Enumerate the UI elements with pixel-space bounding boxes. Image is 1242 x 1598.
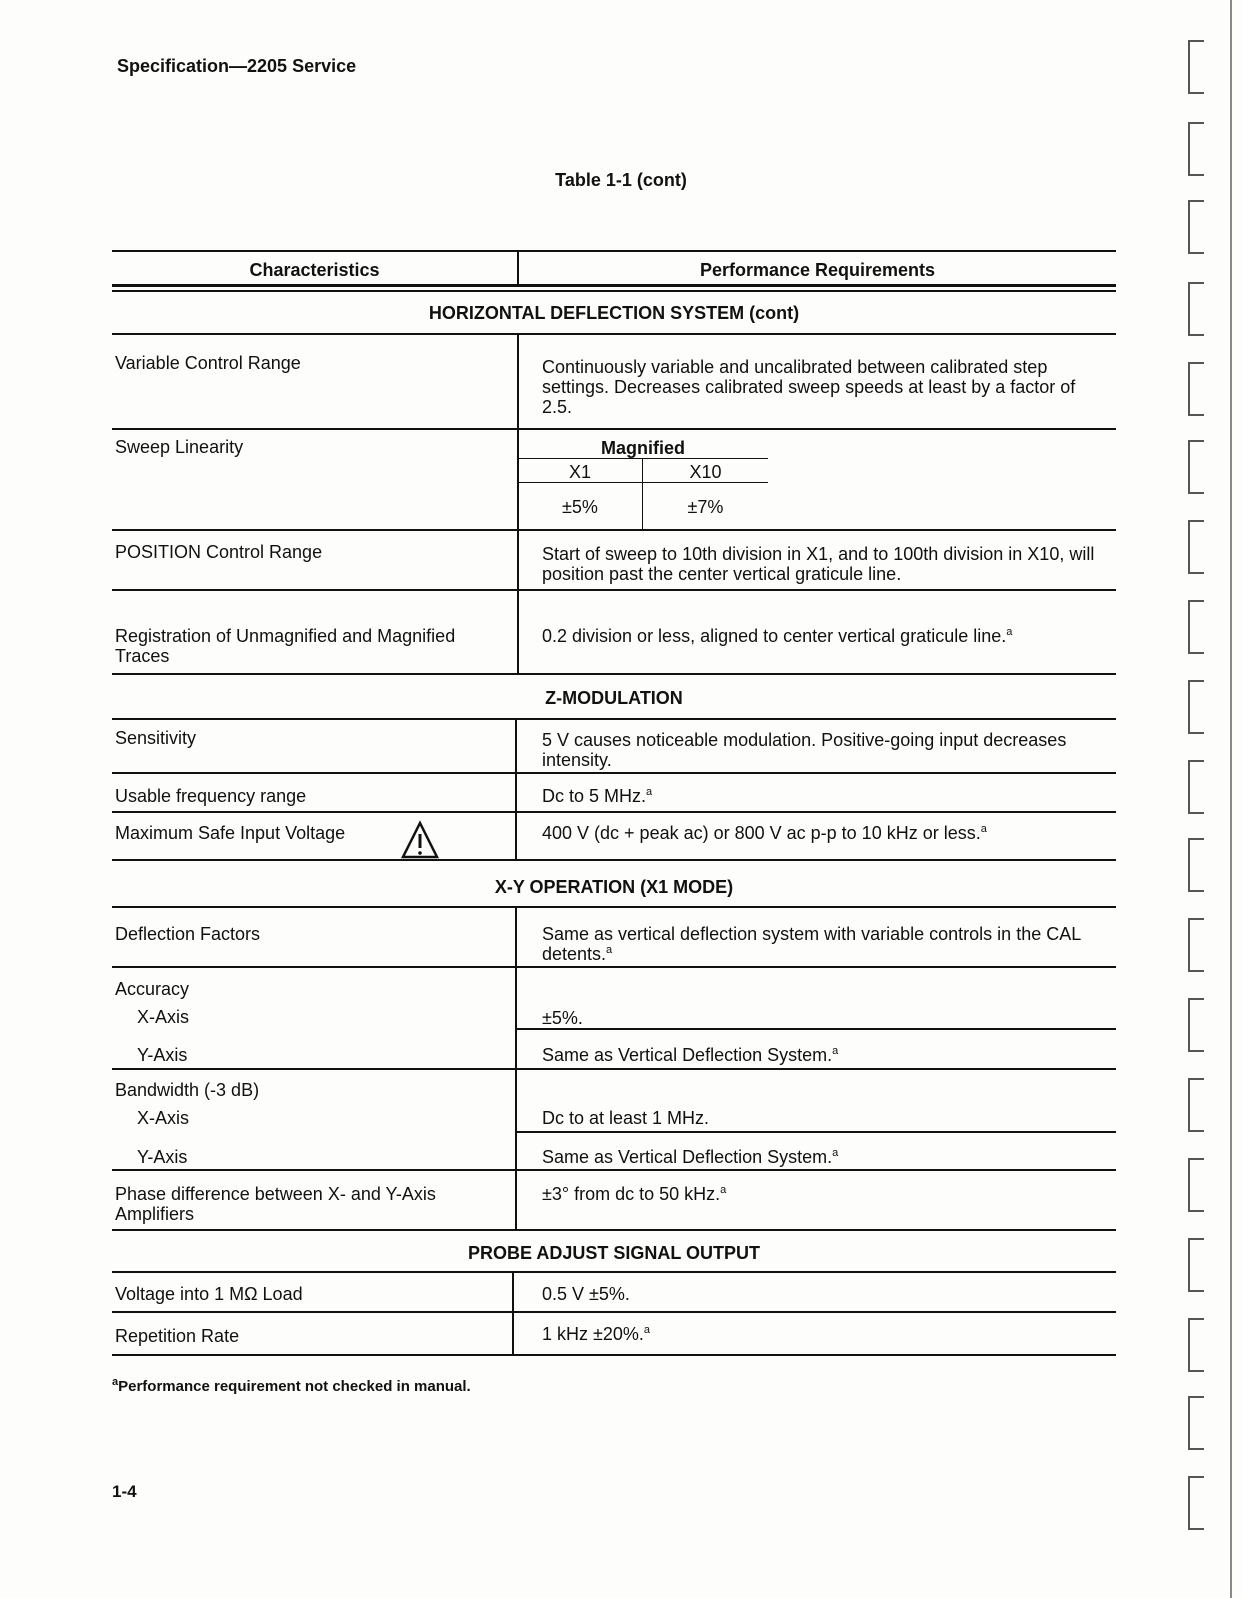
rule	[112, 1169, 1116, 1171]
binder-mark	[1188, 362, 1204, 416]
column-header-characteristics: Characteristics	[249, 260, 380, 280]
rule	[112, 673, 1116, 675]
position-control-range-value: Start of sweep to 10th division in X1, and to 100th division in X10, will position past the center vertical graticule line.	[542, 544, 1095, 584]
x10-value: ±7%	[687, 497, 724, 517]
usable-frequency-label: Usable frequency range	[115, 786, 307, 806]
binder-mark	[1188, 600, 1204, 654]
binder-mark	[1188, 918, 1204, 972]
repetition-rate-value: 1 kHz ±20%.$^a$	[542, 1324, 651, 1344]
column-divider	[512, 1271, 514, 1356]
binder-mark	[1188, 680, 1204, 734]
page-edge	[1230, 0, 1232, 1598]
max-safe-voltage-label: Maximum Safe Input Voltage	[115, 823, 346, 843]
section-probe-adjust: PROBE ADJUST SIGNAL OUTPUT	[467, 1243, 761, 1263]
page-header: Specification—2205 Service	[117, 56, 357, 76]
binder-mark	[1188, 838, 1204, 892]
binder-mark	[1188, 122, 1204, 176]
accuracy-x-axis-value: ±5%.	[542, 1008, 583, 1028]
binder-mark	[1188, 1318, 1204, 1372]
rule	[112, 1229, 1116, 1231]
variable-control-range-label: Variable Control Range	[115, 353, 301, 373]
max-safe-voltage-value: 400 V (dc + peak ac) or 800 V ac p-p to 10 kHz or less.$^a$	[542, 823, 987, 843]
accuracy-y-axis-value: Same as Vertical Deflection System.$^a$	[542, 1045, 839, 1065]
rule	[515, 1028, 1116, 1030]
rule	[112, 966, 1116, 968]
binder-mark	[1188, 440, 1204, 494]
rule	[112, 1354, 1116, 1356]
binder-mark	[1188, 282, 1204, 336]
bandwidth-x-axis-label: X-Axis	[137, 1108, 190, 1128]
column-divider	[515, 718, 517, 860]
sweep-linearity-label: Sweep Linearity	[115, 437, 244, 457]
binder-mark	[1188, 998, 1204, 1052]
section-z-modulation: Z-MODULATION	[545, 688, 683, 708]
bandwidth-y-axis-value: Same as Vertical Deflection System.$^a$	[542, 1147, 839, 1167]
sensitivity-label: Sensitivity	[115, 728, 197, 748]
position-control-range-label: POSITION Control Range	[115, 542, 323, 562]
voltage-load-label: Voltage into 1 MΩ Load	[115, 1284, 303, 1304]
rule	[112, 811, 1116, 813]
rule	[112, 290, 1116, 292]
rule	[112, 284, 1116, 287]
deflection-factors-value: Same as vertical deflection system with variable controls in the CAL detents.$^a$	[542, 924, 1081, 964]
rule	[112, 1311, 1116, 1313]
accuracy-y-axis-label: Y-Axis	[137, 1045, 188, 1065]
x1-value: ±5%	[562, 497, 598, 517]
binder-mark	[1188, 200, 1204, 254]
rule	[112, 1068, 1116, 1070]
column-header-performance: Performance Requirements	[699, 260, 936, 280]
variable-control-range-value: Continuously variable and uncalibrated between calibrated step settings. Decreases calibrated sweep speeds at least by a factor of 2.5.	[542, 357, 1076, 417]
rule	[112, 250, 1116, 252]
phase-difference-value: ±3° from dc to 50 kHz.$^a$	[542, 1184, 727, 1204]
rule	[517, 250, 519, 286]
binder-mark	[1188, 1476, 1204, 1530]
rule	[112, 589, 1116, 591]
registration-value: 0.2 division or less, aligned to center vertical graticule line.$^a$	[542, 626, 1013, 646]
sensitivity-value: 5 V causes noticeable modulation. Positive-going input decreases intensity.	[542, 730, 1067, 770]
binder-mark	[1188, 760, 1204, 814]
x1-column: X1	[568, 462, 592, 482]
page-number: 1-4	[112, 1482, 137, 1501]
registration-label: Registration of Unmagnified and Magnified Traces	[115, 626, 456, 666]
binder-mark	[1188, 40, 1204, 94]
rule	[515, 1131, 1116, 1133]
accuracy-x-axis-label: X-Axis	[137, 1007, 190, 1027]
bandwidth-label: Bandwidth (-3 dB)	[115, 1080, 260, 1100]
binder-mark	[1188, 1078, 1204, 1132]
binder-mark	[1188, 1396, 1204, 1450]
bandwidth-y-axis-label: Y-Axis	[137, 1147, 188, 1167]
phase-difference-label: Phase difference between X- and Y-Axis Amplifiers	[115, 1184, 436, 1224]
bandwidth-x-axis-value: Dc to at least 1 MHz.	[542, 1108, 710, 1128]
rule	[112, 859, 1116, 861]
usable-frequency-value: Dc to 5 MHz.$^a$	[542, 786, 653, 806]
accuracy-label: Accuracy	[115, 979, 190, 999]
table-title: Table 1-1 (cont)	[555, 170, 687, 190]
warning-triangle-icon	[400, 820, 440, 860]
rule	[112, 333, 1116, 335]
rule	[112, 1271, 1116, 1273]
rule	[112, 428, 1116, 430]
rule	[112, 772, 1116, 774]
section-xy-operation: X-Y OPERATION (X1 MODE)	[494, 877, 734, 897]
binder-mark	[1188, 520, 1204, 574]
section-horizontal-deflection: HORIZONTAL DEFLECTION SYSTEM (cont)	[428, 303, 800, 323]
voltage-load-value: 0.5 V ±5%.	[542, 1284, 630, 1304]
magnified-subheader: Magnified	[601, 438, 685, 458]
binder-mark	[1188, 1238, 1204, 1292]
rule	[642, 459, 643, 529]
rule	[112, 529, 1116, 531]
footnote: $^a$Performance requirement not checked in manual.	[112, 1376, 471, 1395]
binder-mark	[1188, 1158, 1204, 1212]
x10-column: X10	[689, 462, 722, 482]
repetition-rate-label: Repetition Rate	[115, 1326, 240, 1346]
rule	[112, 718, 1116, 720]
rule	[112, 906, 1116, 908]
deflection-factors-label: Deflection Factors	[115, 924, 261, 944]
